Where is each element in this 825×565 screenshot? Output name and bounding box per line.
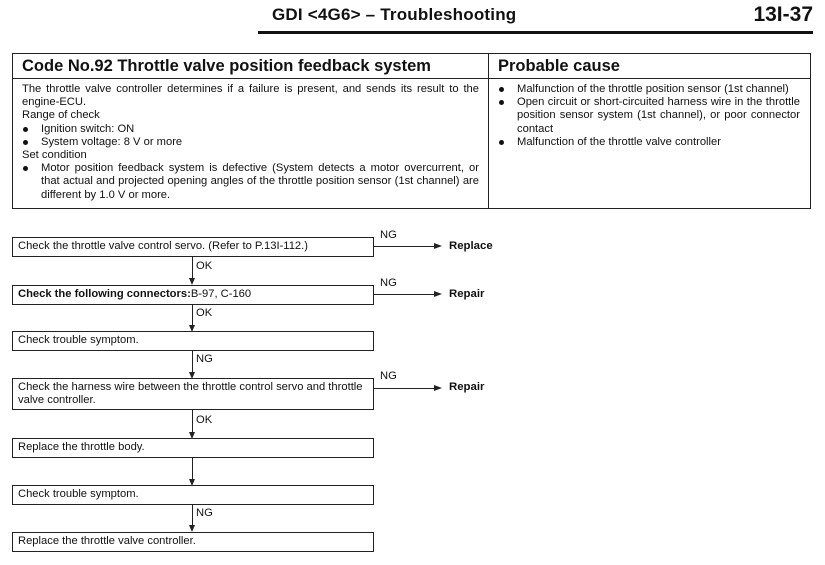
range-item: System voltage: 8 V or more [22,136,479,149]
cause-column [489,54,810,208]
flow-connector [192,505,193,527]
flow-step-7 [12,532,374,552]
transition-label: NG [196,353,213,365]
flow-step-2 [12,285,374,305]
transition-label: NG [196,507,213,519]
step-text: Check trouble symptom. [18,334,139,346]
step-text: Replace the throttle body. [18,441,145,453]
header-rule [258,31,813,34]
step-text: Check the throttle valve control servo. (Refer to P.13I-112.) [18,240,308,252]
cause-item: Open circuit or short-circuited harness wire in the throttle position sensor system (1st channel), or poor connector contact [498,96,800,136]
flow-connector [192,458,193,480]
set-condition-title: Set condition [22,149,87,162]
ng-branch-line [374,294,436,295]
ng-result: Replace [449,240,493,252]
step-text-bold: Check the following connectors: [18,288,191,300]
flow-step-4 [12,378,374,410]
arrow-right-icon [434,243,442,249]
flow-step-3 [12,331,374,351]
cause-item: Malfunction of the throttle position sensor (1st channel) [498,83,800,96]
flow-step-1 [12,237,374,257]
page-number: 13I-37 [753,3,813,26]
cause-item: Malfunction of the throttle valve controller [498,136,800,149]
ng-branch-line [374,246,436,247]
range-item: Ignition switch: ON [22,123,479,136]
code-heading: Code No.92 Throttle valve position feedback system [13,54,488,79]
ng-result: Repair [449,288,485,300]
cause-heading: Probable cause [489,54,810,79]
step-text: Check trouble symptom. [18,488,139,500]
ng-branch-line [374,388,436,389]
step-text: Check the harness wire between the throttle control servo and throttle valve controller. [18,381,363,406]
cause-list [489,79,810,149]
set-condition-item: Motor position feedback system is defective (System detects a motor overcurrent, or that actual and projected opening angles of the throttle position sensor (1st channel) are different by 1.0 V or more. [22,162,479,202]
description-text: The throttle valve controller determines if a failure is present, and sends its result to the engine-ECU. [22,83,479,109]
ng-label: NG [380,277,397,289]
flow-connector [192,351,193,373]
flow-connector [192,410,193,433]
flow-step-6 [12,485,374,505]
transition-label: OK [196,307,213,319]
section-title: GDI <4G6> – Troubleshooting [272,5,517,24]
code-description [13,79,488,202]
flow-connector [192,305,193,326]
arrow-down-icon [189,278,195,285]
flow-step-5 [12,438,374,458]
range-title: Range of check [22,109,100,122]
step-text: Replace the throttle valve controller. [18,535,196,547]
diagnostic-code-table [12,53,811,209]
arrow-right-icon [434,291,442,297]
arrow-right-icon [434,385,442,391]
step-text: B-97, C-160 [190,288,252,300]
code-column [13,54,489,208]
transition-label: OK [196,414,213,426]
ng-label: NG [380,229,397,241]
arrow-down-icon [189,525,195,532]
ng-label: NG [380,370,397,382]
ng-result: Repair [449,381,485,393]
transition-label: OK [196,260,213,272]
flow-connector [192,257,193,279]
